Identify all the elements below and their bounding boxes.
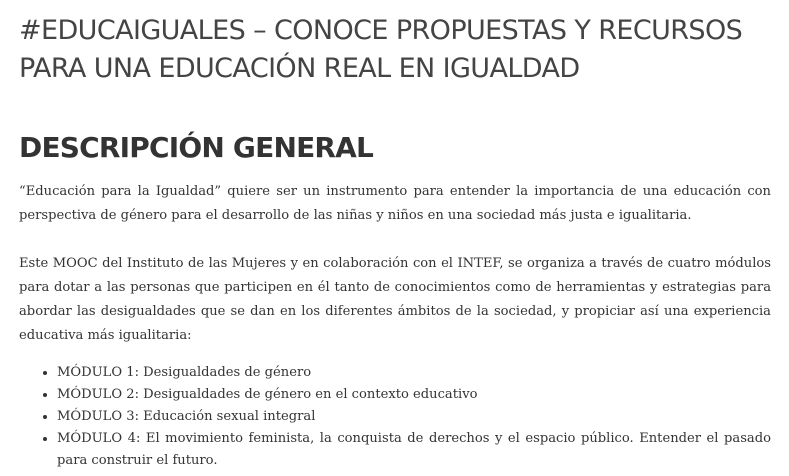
intro-paragraph: “Educación para la Igualdad” quiere ser un instrumento para entender la importancia de una educación con perspectiva de género para el desarrollo de las niñas y niños en una sociedad más justa e igualitaria. xyxy=(19,184,771,223)
module-item-4: • MÓDULO 4: El movimiento feminista, la conquista de derechos y el espacio público. Entender el pasado para construir el futuro. xyxy=(57,428,771,472)
module-item-2: • MÓDULO 2: Desigualdades de género en el contexto educativo xyxy=(57,384,771,406)
page-title: #EDUCAIGUALES – CONOCE PROPUESTAS Y RECURSOS PARA UNA EDUCACIÓN REAL EN IGUALDAD xyxy=(19,15,743,84)
section-heading-general-description: DESCRIPCIÓN GENERAL xyxy=(19,131,374,164)
page-content xyxy=(19,12,771,472)
module-list xyxy=(19,362,771,472)
mooc-description-paragraph: Este MOOC del Instituto de las Mujeres y en colaboración con el INTEF, se organiza a través de cuatro módulos para dotar a las personas que participen en él tanto de conocimientos como de herramientas y estrategias para abordar las desigualdades que se dan en los diferentes ámbitos de la sociedad, y propiciar así una experiencia educativa más igualitaria: xyxy=(19,256,771,343)
module-item-3: • MÓDULO 3: Educación sexual integral xyxy=(57,406,771,428)
module-item-1: • MÓDULO 1: Desigualdades de género xyxy=(57,362,771,384)
